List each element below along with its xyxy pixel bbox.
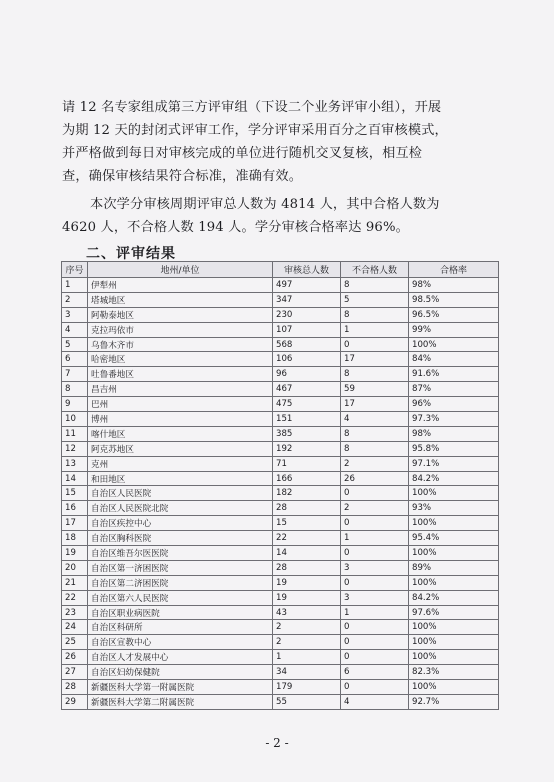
paragraph-line: 本次学分审核周期评审总人数为 4814 人，其中合格人数为: [90, 197, 440, 212]
cell-total: 2: [273, 620, 341, 635]
cell-total: 14: [273, 546, 341, 561]
cell-no: 6: [62, 352, 88, 367]
cell-failed: 0: [341, 516, 409, 531]
paragraph-line: 并严格做到每日对审核完成的单位进行随机交叉复核，相互检: [62, 146, 423, 161]
cell-no: 23: [62, 605, 88, 620]
cell-region: 自治区第六人民医院: [88, 590, 273, 605]
cell-total: 22: [273, 531, 341, 546]
cell-total: 71: [273, 456, 341, 471]
cell-pass-rate: 100%: [409, 486, 499, 501]
table-row: [62, 516, 499, 531]
cell-region: 吐鲁番地区: [88, 367, 273, 382]
cell-region: 和田地区: [88, 471, 273, 486]
cell-total: 166: [273, 471, 341, 486]
results-table: [61, 261, 499, 710]
cell-total: 192: [273, 441, 341, 456]
cell-failed: 1: [341, 605, 409, 620]
cell-pass-rate: 91.6%: [409, 367, 499, 382]
cell-total: 385: [273, 426, 341, 441]
cell-failed: 8: [341, 307, 409, 322]
cell-region: 自治区宣教中心: [88, 635, 273, 650]
cell-region: 自治区维吾尔医医院: [88, 546, 273, 561]
cell-failed: 8: [341, 278, 409, 293]
table-row: [62, 665, 499, 680]
cell-failed: 0: [341, 620, 409, 635]
cell-region: 自治区人民医院北院: [88, 501, 273, 516]
cell-failed: 0: [341, 486, 409, 501]
cell-pass-rate: 99%: [409, 322, 499, 337]
cell-total: 19: [273, 575, 341, 590]
cell-no: 22: [62, 590, 88, 605]
cell-no: 19: [62, 546, 88, 561]
section-heading: 二、评审结果: [86, 246, 176, 262]
cell-pass-rate: 100%: [409, 546, 499, 561]
cell-total: 55: [273, 694, 341, 709]
table-row: [62, 322, 499, 337]
cell-pass-rate: 98%: [409, 426, 499, 441]
cell-no: 12: [62, 441, 88, 456]
cell-region: 克拉玛依市: [88, 322, 273, 337]
cell-no: 5: [62, 337, 88, 352]
cell-region: 巴州: [88, 397, 273, 412]
cell-failed: 4: [341, 412, 409, 427]
cell-region: 自治区妇幼保健院: [88, 665, 273, 680]
table-row: [62, 680, 499, 695]
cell-pass-rate: 95.4%: [409, 531, 499, 546]
cell-failed: 0: [341, 337, 409, 352]
cell-failed: 17: [341, 397, 409, 412]
cell-region: 昌吉州: [88, 382, 273, 397]
cell-region: 阿勒泰地区: [88, 307, 273, 322]
cell-pass-rate: 97.1%: [409, 456, 499, 471]
cell-pass-rate: 100%: [409, 337, 499, 352]
cell-pass-rate: 89%: [409, 560, 499, 575]
cell-region: 自治区人才发展中心: [88, 650, 273, 665]
cell-pass-rate: 84.2%: [409, 590, 499, 605]
cell-failed: 0: [341, 650, 409, 665]
cell-pass-rate: 100%: [409, 680, 499, 695]
cell-no: 9: [62, 397, 88, 412]
cell-no: 18: [62, 531, 88, 546]
cell-no: 1: [62, 278, 88, 293]
cell-region: 自治区第一济困医院: [88, 560, 273, 575]
cell-no: 14: [62, 471, 88, 486]
cell-total: 19: [273, 590, 341, 605]
table-row: [62, 471, 499, 486]
paragraph-line: 查，确保审核结果符合标准，准确有效。: [62, 169, 303, 184]
cell-region: 塔城地区: [88, 292, 273, 307]
page-number: - 2 -: [265, 736, 289, 750]
cell-failed: 8: [341, 441, 409, 456]
cell-region: 新疆医科大学第二附属医院: [88, 694, 273, 709]
cell-region: 克州: [88, 456, 273, 471]
cell-failed: 1: [341, 531, 409, 546]
cell-region: 博州: [88, 412, 273, 427]
cell-pass-rate: 92.7%: [409, 694, 499, 709]
cell-pass-rate: 100%: [409, 635, 499, 650]
table-row: [62, 397, 499, 412]
paragraph-line: 为期 12 天的封闭式评审工作，学分评审采用百分之百审核模式，: [62, 123, 448, 138]
cell-failed: 8: [341, 367, 409, 382]
cell-total: 497: [273, 278, 341, 293]
cell-total: 43: [273, 605, 341, 620]
cell-pass-rate: 96%: [409, 397, 499, 412]
table-row: [62, 307, 499, 322]
cell-total: 106: [273, 352, 341, 367]
table-row: [62, 531, 499, 546]
cell-region: 伊犁州: [88, 278, 273, 293]
cell-failed: 17: [341, 352, 409, 367]
table-header-row: [62, 262, 499, 278]
paragraph-review-summary: [62, 193, 498, 239]
cell-pass-rate: 97.6%: [409, 605, 499, 620]
cell-failed: 5: [341, 292, 409, 307]
cell-total: 1: [273, 650, 341, 665]
paragraph-line: 4620 人，不合格人数 194 人。学分审核合格率达 96%。: [62, 220, 409, 235]
cell-failed: 1: [341, 322, 409, 337]
cell-total: 107: [273, 322, 341, 337]
cell-pass-rate: 98.5%: [409, 292, 499, 307]
cell-pass-rate: 87%: [409, 382, 499, 397]
cell-no: 3: [62, 307, 88, 322]
cell-pass-rate: 93%: [409, 501, 499, 516]
table-row: [62, 486, 499, 501]
cell-no: 26: [62, 650, 88, 665]
cell-region: 乌鲁木齐市: [88, 337, 273, 352]
table-row: [62, 560, 499, 575]
cell-total: 179: [273, 680, 341, 695]
cell-failed: 3: [341, 590, 409, 605]
table-row: [62, 501, 499, 516]
cell-no: 11: [62, 426, 88, 441]
table-row: [62, 635, 499, 650]
cell-no: 27: [62, 665, 88, 680]
cell-no: 29: [62, 694, 88, 709]
table-row: [62, 382, 499, 397]
cell-failed: 0: [341, 575, 409, 590]
cell-total: 230: [273, 307, 341, 322]
cell-no: 25: [62, 635, 88, 650]
cell-region: 新疆医科大学第一附属医院: [88, 680, 273, 695]
cell-no: 7: [62, 367, 88, 382]
table-row: [62, 456, 499, 471]
cell-total: 96: [273, 367, 341, 382]
cell-failed: 0: [341, 635, 409, 650]
cell-total: 347: [273, 292, 341, 307]
cell-no: 10: [62, 412, 88, 427]
table-row: [62, 590, 499, 605]
table-row: [62, 352, 499, 367]
cell-pass-rate: 100%: [409, 650, 499, 665]
cell-pass-rate: 98%: [409, 278, 499, 293]
cell-no: 13: [62, 456, 88, 471]
table-row: [62, 620, 499, 635]
cell-region: 自治区科研所: [88, 620, 273, 635]
table-row: [62, 605, 499, 620]
column-header-pass-rate: 合格率: [409, 262, 499, 278]
cell-no: 4: [62, 322, 88, 337]
table-row: [62, 426, 499, 441]
table-row: [62, 367, 499, 382]
cell-region: 自治区疾控中心: [88, 516, 273, 531]
cell-no: 24: [62, 620, 88, 635]
cell-failed: 26: [341, 471, 409, 486]
cell-total: 28: [273, 560, 341, 575]
cell-pass-rate: 95.8%: [409, 441, 499, 456]
table-row: [62, 278, 499, 293]
cell-pass-rate: 100%: [409, 516, 499, 531]
cell-pass-rate: 84%: [409, 352, 499, 367]
column-header-region: 地州/单位: [88, 262, 273, 278]
cell-region: 阿克苏地区: [88, 441, 273, 456]
table-row: [62, 412, 499, 427]
column-header-total: 审核总人数: [273, 262, 341, 278]
cell-failed: 6: [341, 665, 409, 680]
cell-failed: 0: [341, 680, 409, 695]
cell-total: 151: [273, 412, 341, 427]
cell-pass-rate: 82.3%: [409, 665, 499, 680]
cell-total: 475: [273, 397, 341, 412]
cell-failed: 0: [341, 546, 409, 561]
cell-pass-rate: 100%: [409, 620, 499, 635]
cell-no: 15: [62, 486, 88, 501]
column-header-no: 序号: [62, 262, 88, 278]
cell-region: 自治区胸科医院: [88, 531, 273, 546]
cell-total: 28: [273, 501, 341, 516]
cell-total: 182: [273, 486, 341, 501]
cell-no: 21: [62, 575, 88, 590]
column-header-failed: 不合格人数: [341, 262, 409, 278]
cell-failed: 8: [341, 426, 409, 441]
table-row: [62, 694, 499, 709]
cell-failed: 2: [341, 501, 409, 516]
cell-region: 自治区人民医院: [88, 486, 273, 501]
cell-pass-rate: 100%: [409, 575, 499, 590]
table-body: [62, 278, 499, 710]
cell-total: 34: [273, 665, 341, 680]
cell-pass-rate: 84.2%: [409, 471, 499, 486]
cell-no: 17: [62, 516, 88, 531]
cell-pass-rate: 96.5%: [409, 307, 499, 322]
table-row: [62, 292, 499, 307]
paragraph-review-process: [62, 96, 498, 188]
paragraph-line: 请 12 名专家组成第三方评审组（下设二个业务评审小组），开展: [62, 100, 442, 115]
cell-total: 15: [273, 516, 341, 531]
cell-pass-rate: 97.3%: [409, 412, 499, 427]
table-row: [62, 546, 499, 561]
cell-no: 20: [62, 560, 88, 575]
cell-no: 28: [62, 680, 88, 695]
cell-total: 2: [273, 635, 341, 650]
cell-failed: 59: [341, 382, 409, 397]
cell-failed: 3: [341, 560, 409, 575]
cell-total: 568: [273, 337, 341, 352]
table-row: [62, 575, 499, 590]
cell-total: 467: [273, 382, 341, 397]
cell-no: 8: [62, 382, 88, 397]
table-row: [62, 650, 499, 665]
cell-failed: 2: [341, 456, 409, 471]
cell-no: 16: [62, 501, 88, 516]
cell-region: 喀什地区: [88, 426, 273, 441]
cell-region: 自治区第二济困医院: [88, 575, 273, 590]
cell-no: 2: [62, 292, 88, 307]
table-row: [62, 337, 499, 352]
cell-region: 自治区职业病医院: [88, 605, 273, 620]
cell-region: 哈密地区: [88, 352, 273, 367]
cell-failed: 4: [341, 694, 409, 709]
table-row: [62, 441, 499, 456]
